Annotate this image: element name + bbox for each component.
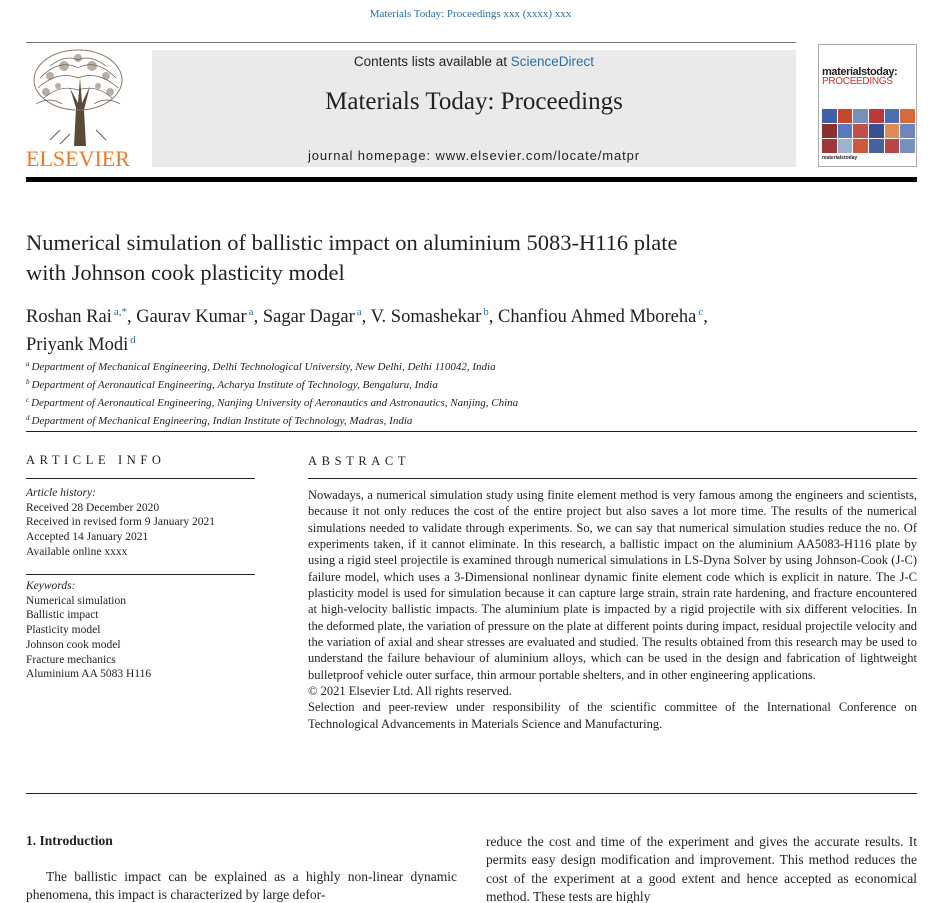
author-list [26,301,906,357]
journal-name: Materials Today: Proceedings [325,88,623,115]
contents-line [152,54,796,69]
paper-title-line-2: with Johnson cook plasticity model [26,260,345,285]
cover-image-grid [822,109,915,153]
keyword-item: Plasticity model [26,624,101,637]
author[interactable]: Sagar Dagar $^a$, [262,306,367,327]
elsevier-wordmark: ELSEVIER [26,146,130,171]
journal-cover[interactable] [818,44,917,167]
article-history [26,486,256,560]
running-header[interactable]: Materials Today: Proceedings xxx (xxxx) xxx [369,8,572,20]
abstract-peer-review: Selection and peer-review under responsibility of the scientific committee of the International Conference on Technological Advancements in Materials Science and Manufacturing. [308,700,917,731]
abstract-body [308,487,917,732]
intro-left-column: The ballistic impact can be explained as a highly non-linear dynamic phenomena, this impact is characterized by large defor- [26,869,457,902]
abstract-paragraph: Nowadays, a numerical simulation study using finite element method is very famous among the engineers and scientists, because it not only reduces the cost of the entire project but also saves a lot more time. The results of the numerical simulations needed to validate through experiments. So, we can say that numerical simulation studies reduce the no. Of experiments taken, if it cannot eliminate. In this research, a ballistic impact on the aluminium AA5083-H116 plate by using a rigid steel projectile is examined through numerical simulations in LS-Dyna Solver by using Johnson-Cook (J-C) failure model, which uses a 3-Dimensional nonlinear dynamic finite element code which is explicit in nature. The J-C plasticity model is used for simulation because it can capture large strain, strain rate hardening, and fracture encountered at high-velocity ballistic impacts. The aluminium plate is impacted by a rigid projectile with six different velocities. In the deformed plate, the variation of pressure on the plate at different points during impact, residual projectile velocity and the variation of axial and shear stresses are evaluated and studied. The results obtained from this research may be used to understand the failure behaviour of aluminium alloys, which can be used in the design and fabrication of lightweight bulletproof vehicle outer surface, thin armour portable shelters, and in other engineering applications. [308,488,917,682]
affiliation: $^d$ Department of Mechanical Engineering, Indian Institute of Technology, Madras, India [26,414,413,427]
history-item: Accepted 14 January 2021 [26,531,149,544]
history-item: Received in revised form 9 January 2021 [26,516,216,529]
affiliation-list [26,357,906,429]
cover-subtitle: PROCEEDINGS [822,76,893,87]
elsevier-logo[interactable] [26,46,130,170]
author[interactable]: V. Somashekar $^b$, [370,306,494,327]
author-affiliation-mark[interactable]: c [698,306,704,318]
section-heading-introduction: 1. Introduction [26,833,113,848]
article-info-heading: ARTICLE INFO [26,453,166,467]
keyword-item: Ballistic impact [26,609,99,622]
author[interactable]: Priyank Modi $^d$ [26,334,136,355]
affiliation: $^b$ Department of Aeronautical Engineering, Acharya Institute of Technology, Bengaluru, India [26,378,438,391]
contents-prefix: Contents lists available at [353,54,508,69]
abstract-heading: ABSTRACT [308,454,411,468]
keywords-divider [26,574,255,575]
author[interactable]: Gaurav Kumar $^a$, [136,306,259,327]
author-affiliation-mark[interactable]: a [356,306,362,318]
author[interactable]: Roshan Rai $^{a,*}$, [26,306,132,327]
article-history-label: Article history: [26,487,96,499]
masthead-top-rule [26,42,796,43]
affiliation: $^a$ Department of Mechanical Engineering, Delhi Technological University, New Delhi, Delhi 110042, India [26,360,496,373]
abstract-bottom-rule [26,793,917,794]
cover-brand: materialstoday [822,155,858,161]
keywords [26,579,256,682]
sciencedirect-link[interactable]: ScienceDirect [510,54,595,69]
keywords-label: Keywords: [26,580,76,592]
author-affiliation-mark[interactable]: a [248,306,254,318]
elsevier-tree-icon [30,48,126,148]
keyword-item: Johnson cook model [26,638,121,651]
keyword-item: Fracture mechanics [26,653,116,666]
paper-title-line-1: Numerical simulation of ballistic impact on aluminium 5083-H116 plate [26,230,678,255]
journal-homepage-link[interactable]: journal homepage: www.elsevier.com/locate/matpr [307,148,641,163]
author[interactable]: Chanfiou Ahmed Mboreha $^c$, [497,306,708,327]
history-item: Received 28 December 2020 [26,501,160,514]
keyword-item: Aluminium AA 5083 H116 [26,668,152,681]
paper-title [26,228,886,288]
author-affiliation-mark[interactable]: a,* [113,306,127,318]
keyword-item: Numerical simulation [26,594,126,607]
affiliation-divider [26,431,917,432]
author-affiliation-mark[interactable]: d [130,334,136,346]
article-info-divider [26,478,255,479]
abstract-divider [308,478,917,479]
history-item: Available online xxxx [26,545,128,558]
intro-right-column: reduce the cost and time of the experiment and gives the accurate results. It permits easy design modification and improvement. This method reduces the cost of the experiment at a good extent and hence accepted as economical method. These tests are highly [486,834,917,903]
cover-title: materialstoday: [822,66,898,78]
affiliation: $^c$ Department of Aeronautical Engineering, Nanjing University of Aeronautics and Astronautics, Nanjing, China [26,396,519,409]
masthead-box [152,50,796,167]
abstract-copyright: © 2021 Elsevier Ltd. All rights reserved. [308,684,512,699]
masthead-bottom-rule [26,177,917,182]
author-affiliation-mark[interactable]: b [483,306,489,318]
